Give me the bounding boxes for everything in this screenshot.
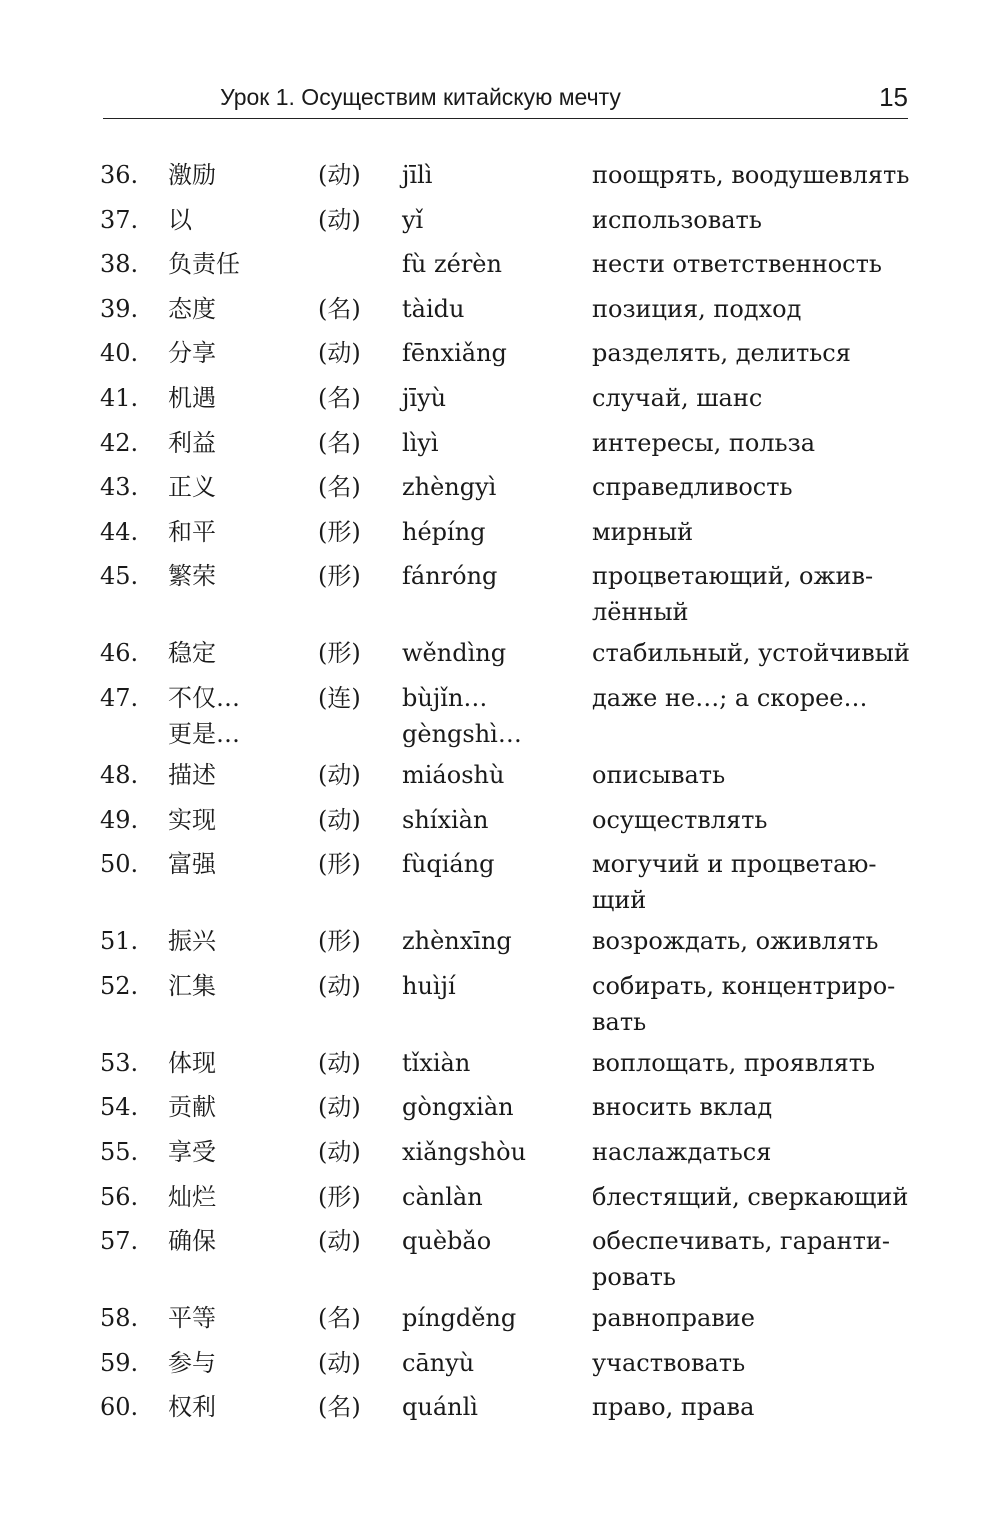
vocab-entry [100,380,920,416]
entry-part-of-speech [318,246,402,282]
entry-hanzi [168,846,318,918]
entry-hanzi-line: 贡献 [168,1093,216,1122]
entry-translation-line: поощрять, воодушевлять [592,161,910,189]
entry-pinyin [402,1389,592,1425]
vocab-entry [100,335,920,371]
entry-pinyin-line: bùjǐn… [402,683,488,712]
entry-pinyin-line: fánróng [402,562,498,591]
entry-translation-line: справедливость [592,473,793,502]
entry-hanzi-line: 以 [168,205,192,234]
entry-hanzi [168,680,318,752]
vocab-entry [100,757,920,793]
vocab-entry [100,1134,920,1170]
entry-pinyin-line: yǐ [402,205,424,234]
entry-part-of-speech: (连) [318,683,361,712]
entry-number: 51. [100,927,139,956]
entry-pinyin [402,1179,592,1215]
entry-part-of-speech: (形) [318,562,361,591]
entry-translation-line: обеспечивать, гаранти- [592,1227,890,1256]
entry-translation-line: вносить вклад [592,1093,773,1122]
entry-translation-line: равноправие [592,1304,756,1333]
entry-number: 40. [100,339,139,368]
entry-translation-line: право, права [592,1393,755,1422]
entry-hanzi-line: 享受 [168,1137,216,1166]
vocab-entry [100,923,920,959]
entry-translation [592,514,912,550]
entry-translation-line: блестящий, сверкающий [592,1182,909,1211]
entry-part-of-speech: (动) [318,1137,361,1166]
entry-number: 42. [100,428,139,457]
page-header [103,78,908,119]
entry-number: 60. [100,1393,139,1422]
vocab-entry [100,1345,920,1381]
entry-translation [592,246,912,282]
entry-part-of-speech: (动) [318,971,361,1000]
entry-translation [592,923,912,959]
entry-translation-line: возрождать, оживлять [592,927,879,956]
entry-part-of-speech: (动) [318,805,361,834]
entry-pinyin-line: cànlàn [402,1182,483,1211]
entry-pinyin-line: gòngxiàn [402,1093,514,1122]
entry-translation [592,1089,912,1125]
entry-pinyin [402,514,592,550]
entry-translation-line: собирать, концентриро- [592,971,896,1000]
entry-hanzi [168,514,318,550]
entry-translation [592,1300,912,1336]
entry-pinyin-line: shíxiàn [402,805,489,834]
entry-part-of-speech: (动) [318,1093,361,1122]
entry-hanzi [168,246,318,282]
entry-hanzi [168,923,318,959]
entry-number: 46. [100,639,139,668]
entry-pinyin [402,1223,592,1295]
entry-hanzi [168,291,318,327]
entry-pinyin-line: jīyù [402,383,447,412]
entry-hanzi [168,635,318,671]
entry-hanzi [168,202,318,238]
entry-translation [592,846,912,918]
entry-translation-line: описывать [592,760,726,789]
entry-hanzi-line: 利益 [168,428,216,457]
entry-hanzi-line: 描述 [168,760,216,789]
entry-translation-line: воплощать, проявлять [592,1048,876,1077]
entry-pinyin [402,1300,592,1336]
entry-translation [592,157,912,193]
entry-hanzi-line: 稳定 [168,639,216,668]
entry-hanzi-line: 更是… [168,719,240,748]
entry-number: 50. [100,850,139,879]
entry-translation-line: нести ответственность [592,250,882,279]
entry-hanzi-line: 振兴 [168,927,216,956]
entry-translation-line: даже не…; а скорее… [592,683,868,712]
entry-translation [592,802,912,838]
entry-translation [592,1179,912,1215]
entry-hanzi-line: 确保 [168,1227,216,1256]
entry-part-of-speech: (动) [318,1348,361,1377]
entry-pinyin [402,635,592,671]
vocab-entry [100,291,920,327]
entry-part-of-speech: (名) [318,1393,361,1422]
entry-hanzi [168,1223,318,1295]
entry-part-of-speech: (动) [318,339,361,368]
entry-hanzi-line: 权利 [168,1393,216,1422]
entry-hanzi [168,558,318,630]
entry-pinyin-line: xiǎngshòu [402,1137,527,1166]
entry-number: 59. [100,1348,139,1377]
entry-number: 48. [100,760,139,789]
vocab-entry [100,202,920,238]
entry-hanzi-line: 和平 [168,517,216,546]
entry-translation [592,425,912,461]
entry-pinyin-line: hépíng [402,517,486,546]
entry-translation [592,335,912,371]
entry-pinyin-line: jīlì [402,161,433,189]
entry-part-of-speech: (名) [318,473,361,502]
entry-translation-line: использовать [592,205,762,234]
vocab-entry [100,425,920,461]
entry-part-of-speech: (名) [318,1304,361,1333]
entry-translation [592,1223,912,1295]
vocab-entry [100,680,920,752]
entry-translation [592,558,912,630]
entry-translation-line: интересы, польза [592,428,815,457]
entry-hanzi [168,1300,318,1336]
entry-translation [592,1389,912,1425]
entry-pinyin-line: tǐxiàn [402,1048,471,1077]
entry-part-of-speech: (形) [318,850,361,879]
entry-pinyin-line: píngděng [402,1304,517,1333]
entry-hanzi-line: 正义 [168,473,216,502]
entry-pinyin [402,680,592,752]
entry-hanzi-line: 汇集 [168,971,216,1000]
entry-hanzi-line: 参与 [168,1348,216,1377]
entry-translation [592,635,912,671]
entry-number: 54. [100,1093,139,1122]
entry-translation-line: могучий и процветаю- [592,850,877,879]
entry-pinyin [402,757,592,793]
entry-pinyin-line: tàidu [402,294,465,323]
entry-pinyin [402,469,592,505]
entry-pinyin [402,558,592,630]
vocab-entry [100,1389,920,1425]
entry-pinyin [402,380,592,416]
entry-number: 44. [100,517,139,546]
entry-pinyin [402,335,592,371]
page-number: 15 [879,82,908,112]
entry-hanzi-line: 体现 [168,1048,216,1077]
entry-hanzi [168,380,318,416]
entry-pinyin [402,846,592,918]
entry-number: 56. [100,1182,139,1211]
entry-translation [592,1345,912,1381]
entry-hanzi [168,968,318,1040]
vocab-entry [100,1223,920,1295]
entry-hanzi [168,335,318,371]
entry-hanzi-line: 不仅… [168,683,240,712]
entry-pinyin [402,923,592,959]
vocab-entry [100,469,920,505]
vocab-entry [100,558,920,630]
entry-pinyin-line: zhènxīng [402,927,512,956]
entry-translation [592,291,912,327]
entry-translation-line: наслаждаться [592,1137,772,1166]
entry-pinyin-line: cānyù [402,1348,475,1377]
vocab-entry [100,635,920,671]
entry-hanzi [168,1045,318,1081]
entry-hanzi [168,1389,318,1425]
entry-number: 41. [100,383,139,412]
vocab-entry [100,1045,920,1081]
entry-pinyin-line: quánlì [402,1393,478,1422]
vocabulary-list [100,157,920,1434]
entry-pinyin [402,968,592,1040]
entry-number: 58. [100,1304,139,1333]
entry-hanzi-line: 机遇 [168,383,216,412]
vocab-entry [100,846,920,918]
entry-translation [592,380,912,416]
entry-part-of-speech: (名) [318,383,361,412]
entry-pinyin [402,246,592,282]
entry-translation-line: ровать [592,1263,676,1292]
entry-part-of-speech: (名) [318,294,361,323]
entry-pinyin [402,425,592,461]
entry-number: 55. [100,1137,139,1166]
vocab-entry [100,1089,920,1125]
entry-translation-line: щий [592,886,647,915]
entry-part-of-speech: (动) [318,760,361,789]
entry-translation [592,680,912,752]
entry-translation [592,968,912,1040]
entry-part-of-speech: (动) [318,1227,361,1256]
entry-part-of-speech: (形) [318,517,361,546]
vocab-entry [100,1179,920,1215]
entry-number: 37. [100,205,139,234]
entry-translation-line: осуществлять [592,805,768,834]
entry-number: 38. [100,250,139,279]
entry-part-of-speech: (形) [318,639,361,668]
entry-number: 47. [100,683,139,712]
entry-part-of-speech: (动) [318,205,361,234]
entry-hanzi-line: 负责任 [168,250,240,279]
chapter-title: Урок 1. Осуществим китайскую мечту [220,84,621,110]
entry-translation-line: участвовать [592,1348,746,1377]
entry-number: 52. [100,971,139,1000]
entry-translation [592,757,912,793]
entry-translation-line: разделять, делиться [592,339,851,368]
entry-hanzi-line: 实现 [168,805,216,834]
vocab-entry [100,157,920,193]
entry-number: 36. [100,161,139,189]
vocab-entry [100,1300,920,1336]
entry-pinyin [402,157,592,193]
entry-translation [592,202,912,238]
entry-hanzi-line: 繁荣 [168,562,216,591]
entry-hanzi [168,469,318,505]
entry-hanzi-line: 平等 [168,1304,216,1333]
entry-translation-line: процветающий, ожив- [592,562,874,591]
entry-number: 53. [100,1048,139,1077]
entry-translation-line: случай, шанс [592,383,763,412]
entry-pinyin-line: quèbǎo [402,1227,492,1256]
vocab-entry [100,246,920,282]
entry-part-of-speech: (形) [318,927,361,956]
entry-pinyin-line: miáoshù [402,760,505,789]
entry-pinyin [402,1045,592,1081]
vocab-entry [100,514,920,550]
entry-part-of-speech: (形) [318,1182,361,1211]
entry-pinyin [402,802,592,838]
vocab-entry [100,802,920,838]
entry-hanzi-line: 态度 [168,294,216,323]
entry-number: 57. [100,1227,139,1256]
entry-pinyin-line: huìjí [402,971,456,1000]
entry-translation-line: лённый [592,598,689,627]
entry-hanzi-line: 激励 [168,161,216,189]
entry-translation [592,1045,912,1081]
entry-part-of-speech: (动) [318,161,361,189]
entry-number: 45. [100,562,139,591]
entry-pinyin [402,202,592,238]
entry-hanzi [168,157,318,193]
vocab-entry [100,968,920,1040]
entry-translation-line: мирный [592,517,694,546]
entry-hanzi [168,1345,318,1381]
entry-hanzi [168,802,318,838]
entry-hanzi-line: 富强 [168,850,216,879]
entry-translation [592,469,912,505]
entry-translation-line: позиция, подход [592,294,802,323]
entry-hanzi [168,425,318,461]
entry-hanzi-line: 分享 [168,339,216,368]
entry-number: 43. [100,473,139,502]
entry-part-of-speech: (动) [318,1048,361,1077]
entry-translation [592,1134,912,1170]
entry-hanzi [168,1179,318,1215]
entry-pinyin-line: fēnxiǎng [402,339,507,368]
entry-pinyin [402,291,592,327]
entry-translation-line: стабильный, устойчивый [592,639,910,668]
entry-hanzi [168,1134,318,1170]
entry-hanzi-line: 灿烂 [168,1182,216,1211]
entry-pinyin-line: gèngshì… [402,719,522,748]
entry-pinyin-line: zhèngyì [402,473,497,502]
entry-pinyin-line: lìyì [402,428,439,457]
entry-pinyin-line: wěndìng [402,639,507,668]
entry-pinyin [402,1345,592,1381]
entry-hanzi [168,757,318,793]
entry-part-of-speech: (名) [318,428,361,457]
entry-pinyin [402,1134,592,1170]
entry-translation-line: вать [592,1007,647,1036]
entry-pinyin [402,1089,592,1125]
entry-number: 39. [100,294,139,323]
entry-pinyin-line: fù zérèn [402,250,502,279]
entry-pinyin-line: fùqiáng [402,850,495,879]
entry-number: 49. [100,805,139,834]
entry-hanzi [168,1089,318,1125]
